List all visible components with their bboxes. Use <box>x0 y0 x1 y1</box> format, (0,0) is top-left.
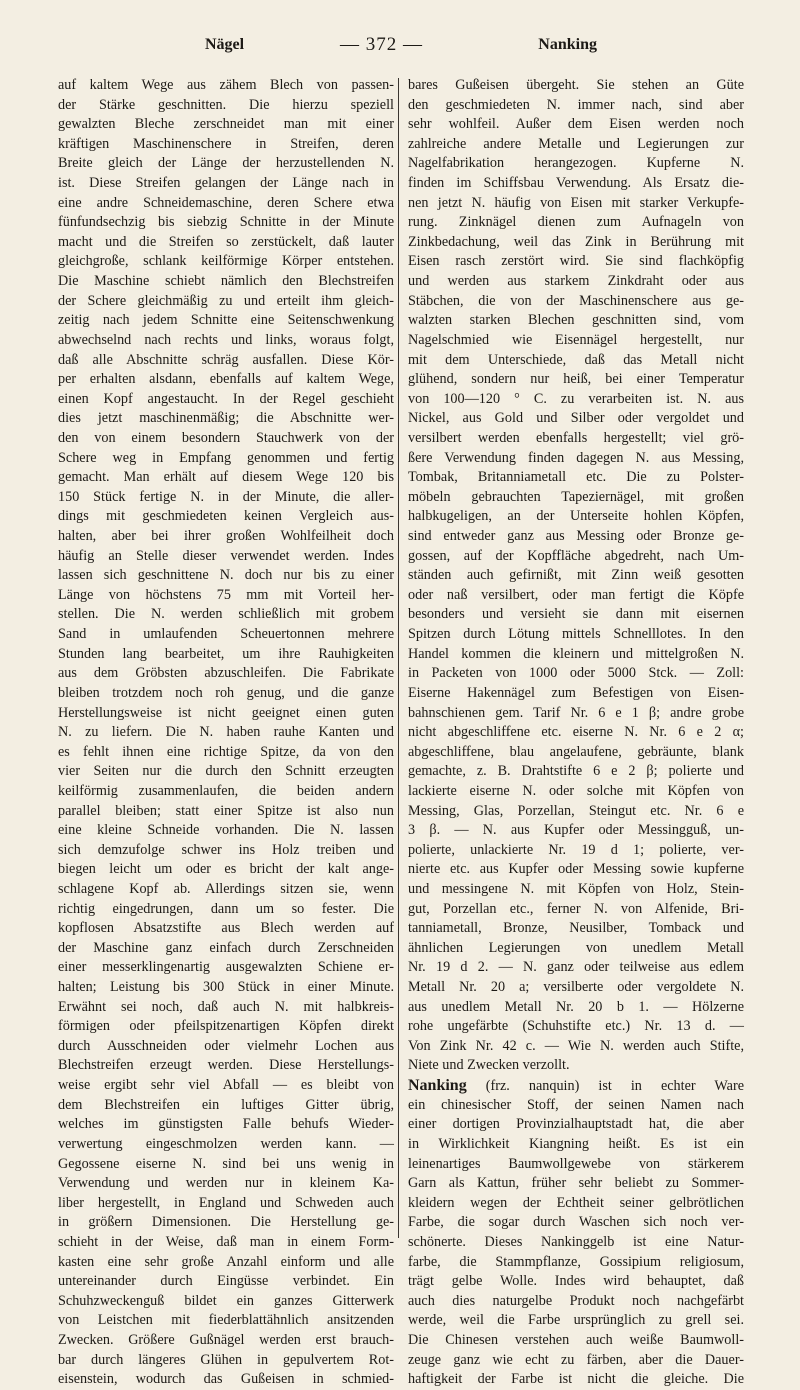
text-line: gewalzten Bleche zerschneidet man mit einer <box>58 116 394 133</box>
text-line: Eiserne Hakennägel zum Befestigen von Eisen- <box>408 684 744 701</box>
entry-keyword: Nanking <box>408 1077 467 1095</box>
text-line: möbeln gebrauchten Tapeziernägel, mit großen <box>408 488 744 505</box>
text-line: Eisen rasch zerstört wird. Sie sind flachköpfig <box>408 253 744 270</box>
text-line: Gegossene eiserne N. sind bei uns wenig in <box>58 1155 394 1172</box>
text-line: Schere weg in Empfang genommen und fertig <box>58 449 394 466</box>
text-line: häufig an Stelle dieser verwendet werden. Indes <box>58 547 394 564</box>
text-line: gleichgroße, schlank keilförmige Körper entstehen. <box>58 253 394 270</box>
text-line: in Wirklichkeit Kiangning heißt. Es ist ein <box>408 1135 744 1152</box>
text-line: Handel kommen die kleinern und mittelgroßen N. <box>408 645 744 662</box>
text-line: Nagelschmied wie Eisennägel hergestellt, nur <box>408 331 744 348</box>
text-line: verwertung eingeschmolzen werden kann. — <box>58 1135 394 1152</box>
text-line: ähnlichen Legierungen von unedlem Metall <box>408 939 744 956</box>
text-line: Sand in umlaufenden Scheuertonnen mehrere <box>58 626 394 643</box>
text-line: besonders und versieht sie dann mit eisernen <box>408 606 744 623</box>
text-line: lackierte eiserne N. oder solche mit Köpfen von <box>408 782 744 799</box>
text-line: Nagelfabrikation herangezogen. Kupferne N. <box>408 155 744 172</box>
text-line: N. zu liefern. Die N. haben rauhe Kanten und <box>58 724 394 741</box>
text-line: oder naß versilbert, oder man fertigt die Köpfe <box>408 586 744 603</box>
text-line: Verwendung und werden nur in kleinem Ka- <box>58 1175 394 1192</box>
text-line: durch Ausschneiden oder vielmehr Lochen aus <box>58 1037 394 1054</box>
text-line: gut, Porzellan etc., ferner N. von Alfenide, Bri- <box>408 900 744 917</box>
text-line: kräftigen Maschinenschere in Streifen, deren <box>58 135 394 152</box>
text-line: keilförmig zusammenlaufen, die beiden andern <box>58 782 394 799</box>
text-line: untereinander durch Eingüsse verbindet. Ein <box>58 1273 394 1290</box>
text-line: macht und die Streifen so zerstückelt, daß lauter <box>58 233 394 250</box>
text-line: 150 Stück fertige N. in der Minute, die aller- <box>58 488 394 505</box>
header-right-keyword: Nanking <box>538 36 597 53</box>
left-column <box>58 76 394 1390</box>
text-line: tanniametall, Bronze, Neusilber, Tomback und <box>408 920 744 937</box>
text-line: walzten starken Blechen geschnitten sind, vom <box>408 312 744 329</box>
text-line: Die Maschine schiebt nämlich den Blechstreifen <box>58 273 394 290</box>
text-line: Messing, Glas, Porzellan, Steingut etc. Nr. 6 e <box>408 802 744 819</box>
text-line: einen Kopf angestaucht. In der Regel geschieht <box>58 390 394 407</box>
text-line: Nr. 19 d 2. — N. ganz oder teilweise aus edlem <box>408 959 744 976</box>
text-line: Zwecken. Größere Gußnägel werden erst brauch- <box>58 1332 394 1348</box>
text-line: Breite gleich der Länge der herzustellenden N. <box>58 155 394 172</box>
text-line: und werden aus starkem Zinkdraht oder aus <box>408 273 744 290</box>
text-line: Stunden lang bearbeitet, um ihre Rauhigkeiten <box>58 645 394 662</box>
text-line: den geschmiedeten N. immer nach, sind aber <box>408 96 744 113</box>
text-line: parallel bleiben; statt einer Spitze ist also nun <box>58 802 394 819</box>
text-line: bar durch längeres Glühen in gepulvertem Rot- <box>58 1351 394 1368</box>
text-line: rohe ungefärbte (Schuhstifte etc.) Nr. 13 d. — <box>408 1018 744 1035</box>
text-line: bleiben trotzdem noch roh genug, und die ganze <box>58 684 394 701</box>
text-line: Nanking (frz. nanquin) ist in echter Ware <box>408 1077 745 1095</box>
text-line: dings mit geschmiedeten keinen Vergleich aus- <box>58 508 394 525</box>
text-line: aus dem Gröbsten abzuschleifen. Die Fabrikate <box>58 665 394 682</box>
text-line: nicht abgeschliffene etc. eiserne N. Nr. 6 e 2 α; <box>408 724 744 741</box>
text-line: dem Blechstreifen ein luftiges Gitter übrig, <box>58 1096 394 1113</box>
text-line: biegen leicht um oder es bricht der kalt ange- <box>58 861 394 878</box>
text-line: zeuge ganz wie echt zu färben, aber die Dauer- <box>408 1351 744 1368</box>
text-line: auf kaltem Wege aus zähem Blech von passen- <box>58 77 394 93</box>
text-line: leinenartiges Baumwollgewebe von stärkerem <box>408 1155 744 1172</box>
text-line: Garn als Kattun, früher sehr beliebt zu Sommer- <box>408 1175 744 1192</box>
text-line: sich demzufolge schwer ins Holz treiben und <box>58 841 394 858</box>
text-line: der Maschine ganz einfach durch Zerschneiden <box>58 939 394 956</box>
text-line: in größern Dimensionen. Die Herstellung ge- <box>58 1214 394 1231</box>
text-line: gemacht. Man erhält auf diesem Wege 120 bis <box>58 469 394 486</box>
text-line: polierte, unlackierte Nr. 19 d 1; polierte, ver- <box>408 841 744 858</box>
text-line: den von einem besondern Stauchwerk von der <box>58 429 394 446</box>
text-line: Schuhzweckenguß bildet ein ganzes Gitterwerk <box>58 1292 394 1309</box>
text-line: bares Gußeisen übergeht. Sie stehen an Güte <box>408 77 744 93</box>
text-line: ist. Diese Streifen gelangen der Länge nach in <box>58 175 394 192</box>
text-line: schlagene Kopf ab. Allerdings sitzen sie, wenn <box>58 880 394 897</box>
text-line: trägt gelbe Wolle. Indes wird behauptet, daß <box>408 1273 744 1290</box>
text-line: Nickel, aus Gold und Silber oder vergoldet und <box>408 410 744 427</box>
text-line: zeitig nach jedem Schnitte eine Seitenschwenkung <box>58 312 394 329</box>
text-line: bahnschienen gem. Tarif Nr. 6 e 1 β; andre grobe <box>408 704 744 721</box>
text-line: fünfundsechzig bis siebzig Schnitte in der Minute <box>58 214 394 231</box>
text-line: von 100—120 ° C. zu verarbeiten ist. N. aus <box>408 390 744 407</box>
text-line: von Leistchen mit fiederblattähnlich ansitzenden <box>58 1312 394 1329</box>
text-line: sehr wohlfeil. Außer dem Eisen werden noch <box>408 116 744 133</box>
text-line: per erhalten alsdann, ebenfalls auf kaltem Wege, <box>58 371 394 388</box>
text-line: sind entweder ganz aus Messing oder Bronze ge- <box>408 528 744 545</box>
text-line: eine kleine Schneide vorhanden. Die N. lassen <box>58 822 394 839</box>
text-line: eine andre Schneidemaschine, deren Schere etwa <box>58 194 394 211</box>
text-line: Metall Nr. 20 a; versilberte oder vergoldete N. <box>408 979 744 996</box>
text-line: glühend, sondern nur heiß, bei einer Temperatur <box>408 371 744 388</box>
text-line: versilbert werden ebenfalls hergestellt; viel grö- <box>408 429 744 446</box>
text-line: welches im günstigsten Falle behufs Wieder- <box>58 1116 394 1133</box>
text-line: gossen, auf der Kopffläche abgedreht, nach Um- <box>408 547 744 564</box>
text-line: kleidern wegen der Echtheit seiner gelbrötlichen <box>408 1194 744 1211</box>
text-line: Spitzen durch Lötung mittels Schnelllotes. In den <box>408 626 744 643</box>
text-line: kasten eine sehr große Anzahl einform und alle <box>58 1253 394 1270</box>
text-line: Länge von höchstens 75 mm mit Vorteil her- <box>58 586 394 603</box>
text-line: Farbe, die sogar durch Waschen sich noch ver- <box>408 1214 744 1231</box>
text-line: Blechstreifen erzeugt werden. Diese Herstellungs- <box>58 1057 394 1074</box>
text-line: halbkugeligen, an der Unterseite hohlen Köpfen, <box>408 508 744 525</box>
text-line: daß alle Abschnitte schräg ausfallen. Diese Kör- <box>58 351 394 368</box>
text-line: einer messerklingenartig ausgewalzten Schiene er- <box>58 959 394 976</box>
text-line: farbe, die Stammpflanze, Gossipium religiosum, <box>408 1253 744 1270</box>
text-line: förmigen oder pfeilspitzenartigen Köpfen direkt <box>58 1018 394 1035</box>
text-line: der Schere gleichmäßig zu und erteilt ihm gleich- <box>58 292 394 309</box>
text-line: Zinkbedachung, weil das Zink in Berührung mit <box>408 233 744 250</box>
text-line: Die Chinesen verstehen auch weiße Baumwoll- <box>408 1332 744 1348</box>
text-line: Stäbchen, die von der Maschinenschere aus ge- <box>408 292 744 309</box>
text-line: halten, aber bei ihrer großen Wohlfeilheit doch <box>58 528 394 545</box>
header-left-keyword: Nägel <box>205 36 245 53</box>
text-line: schönerte. Dieses Nankinggelb ist eine Natur- <box>408 1233 744 1250</box>
text-line: halten; Leistung bis 300 Stück in einer Minute. <box>58 979 394 996</box>
text-line: Erwähnt sei noch, daß auch N. mit halbkreis- <box>58 998 394 1015</box>
text-line: weise ergibt sehr viel Abfall — es bleibt von <box>58 1077 394 1094</box>
text-line: abwechselnd nach rechts und links, woraus folgt, <box>58 331 394 348</box>
text-line: finden im Schiffsbau Verwendung. Als Ersatz die- <box>408 175 744 192</box>
text-line: der Stärke geschnitten. Die hierzu speziell <box>58 96 394 113</box>
text-line: abgeschliffene, blau angelaufene, gebräunte, blank <box>408 743 744 760</box>
text-line: stellen. Die N. werden schließlich mit grobem <box>58 606 394 623</box>
text-line: in Packeten von 1000 oder 5000 Stck. — Zoll: <box>408 665 744 682</box>
text-line: rung. Zinknägel dienen zum Aufnageln von <box>408 214 744 231</box>
text-line: gemachte, z. B. Drahtstifte 6 e 2 β; polierte und <box>408 763 744 780</box>
text-line: auch dies naturgelbe Produkt noch nachgefärbt <box>408 1292 744 1309</box>
text-line: Tombak, Britanniametall etc. Die zu Polster- <box>408 469 744 486</box>
text-line: mit dem Unterschiede, daß das Metall nicht <box>408 351 744 368</box>
text-line: liber hergestellt, in England und Schweden auch <box>58 1194 394 1211</box>
text-line: ein chinesischer Stoff, der seinen Namen nach <box>408 1096 744 1113</box>
column-divider <box>398 78 399 1238</box>
text-line: schieht in der Weise, daß man in einem Form- <box>58 1233 394 1250</box>
text-line: richtig eingedrungen, dann um so fester. Die <box>58 900 394 917</box>
text-line: ßere Verwendung finden dagegen N. aus Messing, <box>408 449 744 466</box>
text-line: Niete und Zwecken verzollt. <box>408 1057 570 1074</box>
text-line: aus unedlem Metall Nr. 20 b 1. — Hölzerne <box>408 998 744 1015</box>
text-line: werde, weil die Farbe ursprünglich zu grell sei. <box>408 1312 744 1329</box>
text-line: nierte etc. aus Kupfer oder Messing sowie kupferne <box>408 861 744 878</box>
text-line: dies jetzt maschinenmäßig; die Abschnitte wer- <box>58 410 394 427</box>
text-line: Herstellungsweise ist nicht geeignet einen guten <box>58 704 394 721</box>
text-line: haftigkeit der Farbe ist nicht die gleiche. Die <box>408 1371 744 1388</box>
text-line: lassen sich geschnittene N. doch nur bis zu einer <box>58 567 394 584</box>
page-number: — 372 — <box>340 34 423 55</box>
right-column <box>408 76 744 1390</box>
text-line: Von Zink Nr. 42 c. — Wie N. werden auch Stifte, <box>408 1037 744 1054</box>
text-line: ständen auch gefirnißt, mit Zinn weiß gesotten <box>408 567 744 584</box>
text-line: einer dortigen Provinzialhauptstadt hat, die aber <box>408 1116 744 1133</box>
running-header <box>58 36 744 60</box>
text-line: 3 β. — N. aus Kupfer oder Messingguß, un- <box>408 822 744 839</box>
text-line: nen jetzt N. häufig von Eisen mit starker Verkupfe- <box>408 194 744 211</box>
text-line: eisenstein, wodurch das Gußeisen in schmied- <box>58 1371 394 1388</box>
text-line: es fehlt ihnen eine richtige Spitze, da von den <box>58 743 394 760</box>
text-line: zahlreiche andere Metalle und Legierungen zur <box>408 135 744 152</box>
text-line: kopflosen Absatzstifte aus Blech werden auf <box>58 920 394 937</box>
text-line: vier Seiten nur die durch den Schnitt erzeugten <box>58 763 394 780</box>
text-line: und messingene N. mit Köpfen von Holz, Stein- <box>408 880 744 897</box>
